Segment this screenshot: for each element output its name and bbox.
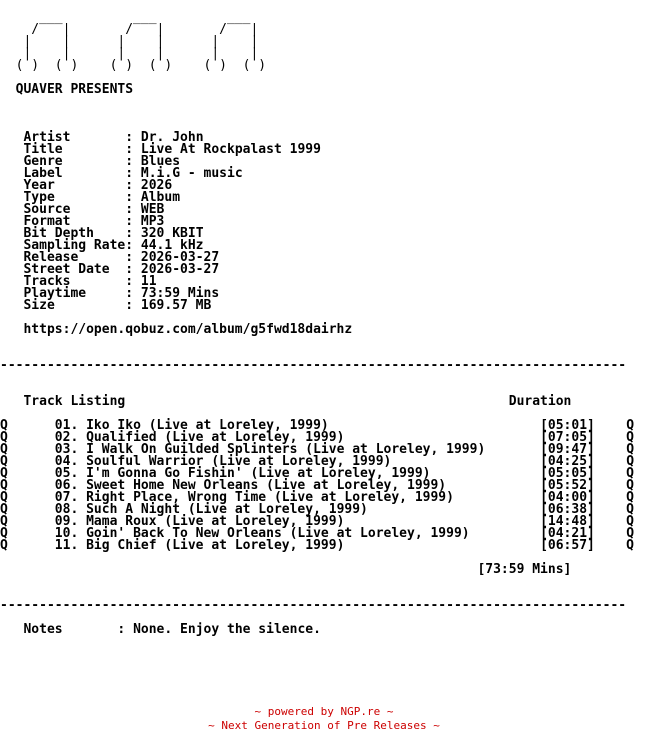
q-marker-right: Q [626, 514, 634, 529]
q-marker-left: Q [0, 454, 8, 469]
q-marker-left: Q [0, 418, 8, 433]
track-title: Goin' Back To New Orleans (Live at Loreley, 1999) [86, 526, 470, 541]
notes-value: None. Enjoy the silence. [133, 622, 321, 637]
info-row: Type : Album [23, 190, 181, 205]
info-row: Format : MP3 [23, 214, 165, 229]
logo-ascii-art: ( ) ( ) ( ) ( ) ( ) ( ) [0, 58, 267, 73]
info-label: Genre [23, 154, 63, 169]
q-marker-left: Q [0, 526, 8, 541]
logo-ascii-art: / | / | / | [0, 22, 259, 37]
track-listing-heading: Track Listing [23, 394, 126, 409]
q-marker-left: Q [0, 514, 8, 529]
info-value: Dr. John [140, 130, 204, 145]
info-row: Sampling Rate: 44.1 kHz [23, 238, 204, 253]
q-marker-right: Q [626, 478, 634, 493]
info-row: Release : 2026-03-27 [23, 250, 220, 265]
info-label: Label [23, 166, 63, 181]
info-value: 169.57 MB [140, 298, 212, 313]
presents-title: QUAVER PRESENTS [15, 82, 134, 97]
q-marker-right: Q [626, 526, 635, 541]
q-marker-left: Q [0, 430, 8, 445]
q-marker-right: Q [626, 430, 634, 445]
info-row: Size : 169.57 MB [23, 298, 212, 313]
info-row: Playtime : 73:59 Mins [23, 286, 220, 301]
logo-ascii-art: | | | | | | [0, 34, 259, 49]
q-marker-right: Q [626, 454, 635, 469]
info-value: 2026 [140, 178, 173, 193]
info-label: Title [23, 142, 63, 157]
info-label: Playtime [23, 286, 87, 301]
track-title: I Walk On Guilded Splinters (Live at Loreley, 1999) [86, 442, 486, 457]
track-duration: [04:21] [540, 526, 595, 541]
track-number: 10. [54, 526, 79, 541]
blank-line [0, 108, 634, 120]
info-value: WEB [140, 202, 165, 217]
info-label: Sampling Rate [23, 238, 126, 253]
track-number: 07. [54, 490, 79, 505]
divider-line [0, 360, 634, 372]
info-row: Year : 2026 [23, 178, 173, 193]
track-number: 03. [54, 442, 79, 457]
info-value: Live At Rockpalast 1999 [140, 142, 321, 157]
info-value: 2026-03-27 [140, 250, 220, 265]
track-number: 11. [54, 538, 79, 553]
info-row: Bit Depth : 320 KBIT [23, 226, 204, 241]
track-title: I'm Gonna Go Fishin' (Live at Loreley, 1999) [86, 466, 431, 481]
info-row: Label : M.i.G - music [23, 166, 243, 181]
track-title: Right Place, Wrong Time (Live at Loreley, 1999) [86, 490, 454, 505]
track-title: Iko Iko (Live at Loreley, 1999) [86, 418, 329, 433]
info-label: Street Date [23, 262, 110, 277]
track-title: Sweet Home New Orleans (Live at Loreley, 1999) [86, 478, 447, 493]
track-duration: [05:05] [540, 466, 595, 481]
track-duration: [07:05] [540, 430, 595, 445]
track-duration: [14:48] [540, 514, 595, 529]
track-title: Such A Night (Live at Loreley, 1999) [86, 502, 368, 517]
footer-powered-by: ~ powered by NGP.re ~ [254, 705, 394, 718]
divider: -------------------------------------------------------------------------------- [0, 358, 627, 373]
album-url: https://open.qobuz.com/album/g5fwd18dairhz [23, 322, 353, 337]
track-title: Qualified (Live at Loreley, 1999) [86, 430, 345, 445]
total-line [0, 564, 634, 576]
track-title: Big Chief (Live at Loreley, 1999) [86, 538, 345, 553]
track-duration: [05:52] [540, 478, 595, 493]
track-number: 01. [54, 418, 79, 433]
info-row: Genre : Blues [23, 154, 181, 169]
logo-ascii-art: ___ ___ ___ [0, 10, 251, 25]
q-marker-left: Q [0, 538, 8, 553]
logo-ascii-art: | | | | | | [0, 46, 259, 61]
info-value: Blues [140, 154, 181, 169]
track-duration: [06:38] [540, 502, 595, 517]
info-value: 320 KBIT [140, 226, 204, 241]
info-value: 2026-03-27 [140, 262, 220, 277]
info-label: Format [23, 214, 71, 229]
track-number: 02. [54, 430, 79, 445]
blank-line [0, 576, 634, 588]
track-title: Soulful Warrior (Live at Loreley, 1999) [86, 454, 392, 469]
info-label: Artist [23, 130, 71, 145]
info-row: Title : Live At Rockpalast 1999 [23, 142, 321, 157]
q-marker-left: Q [0, 490, 8, 505]
track-number: 06. [54, 478, 79, 493]
q-marker-left: Q [0, 502, 8, 517]
q-marker-left: Q [0, 442, 8, 457]
info-row: Source : WEB [23, 202, 165, 217]
q-marker-right: Q [626, 418, 635, 433]
q-marker-right: Q [626, 442, 635, 457]
q-marker-right: Q [626, 502, 634, 517]
info-label: Type [23, 190, 55, 205]
track-title: Mama Roux (Live at Loreley, 1999) [86, 514, 345, 529]
blank-line [0, 336, 634, 348]
q-marker-right: Q [626, 466, 634, 481]
info-label: Year [23, 178, 55, 193]
footer-tagline: ~ Next Generation of Pre Releases ~ [208, 719, 440, 732]
q-marker-right: Q [626, 490, 634, 505]
q-marker-right: Q [626, 538, 634, 553]
blank-line [0, 372, 634, 384]
q-marker-left: Q [0, 466, 8, 481]
url-line [0, 324, 634, 336]
duration-heading: Duration [508, 394, 572, 409]
info-row: Street Date : 2026-03-27 [23, 262, 220, 277]
info-value: M.i.G - music [140, 166, 243, 181]
info-value: MP3 [140, 214, 165, 229]
logo-line [0, 60, 634, 72]
track-row [0, 540, 634, 552]
notes-label: Notes [23, 622, 63, 637]
track-duration: [06:57] [540, 538, 595, 553]
total-playtime: [73:59 Mins] [477, 562, 572, 577]
info-label: Bit Depth [23, 226, 94, 241]
info-value: Album [140, 190, 181, 205]
notes-line: Notes : None. Enjoy the silence. [23, 622, 321, 637]
info-row: Artist : Dr. John [23, 130, 204, 145]
track-duration: [04:00] [540, 490, 595, 505]
q-marker-left: Q [0, 478, 8, 493]
info-value: 11 [140, 274, 157, 289]
tracklist-header [0, 396, 634, 408]
info-label: Size [23, 298, 55, 313]
track-duration: [04:25] [540, 454, 595, 469]
track-number: 05. [54, 466, 79, 481]
track-number: 08. [54, 502, 79, 517]
track-duration: [09:47] [540, 442, 595, 457]
info-value: 73:59 Mins [140, 286, 220, 301]
info-label: Release [23, 250, 79, 265]
track-duration: [05:01] [540, 418, 595, 433]
divider-line [0, 600, 634, 612]
track-number: 04. [54, 454, 79, 469]
blank-line [0, 96, 634, 108]
info-value: 44.1 kHz [140, 238, 204, 253]
info-label: Tracks [23, 274, 71, 289]
info-row: Tracks : 11 [23, 274, 157, 289]
divider: -------------------------------------------------------------------------------- [0, 598, 627, 613]
info-label: Source [23, 202, 71, 217]
presents-line [0, 84, 634, 96]
track-number: 09. [54, 514, 79, 529]
